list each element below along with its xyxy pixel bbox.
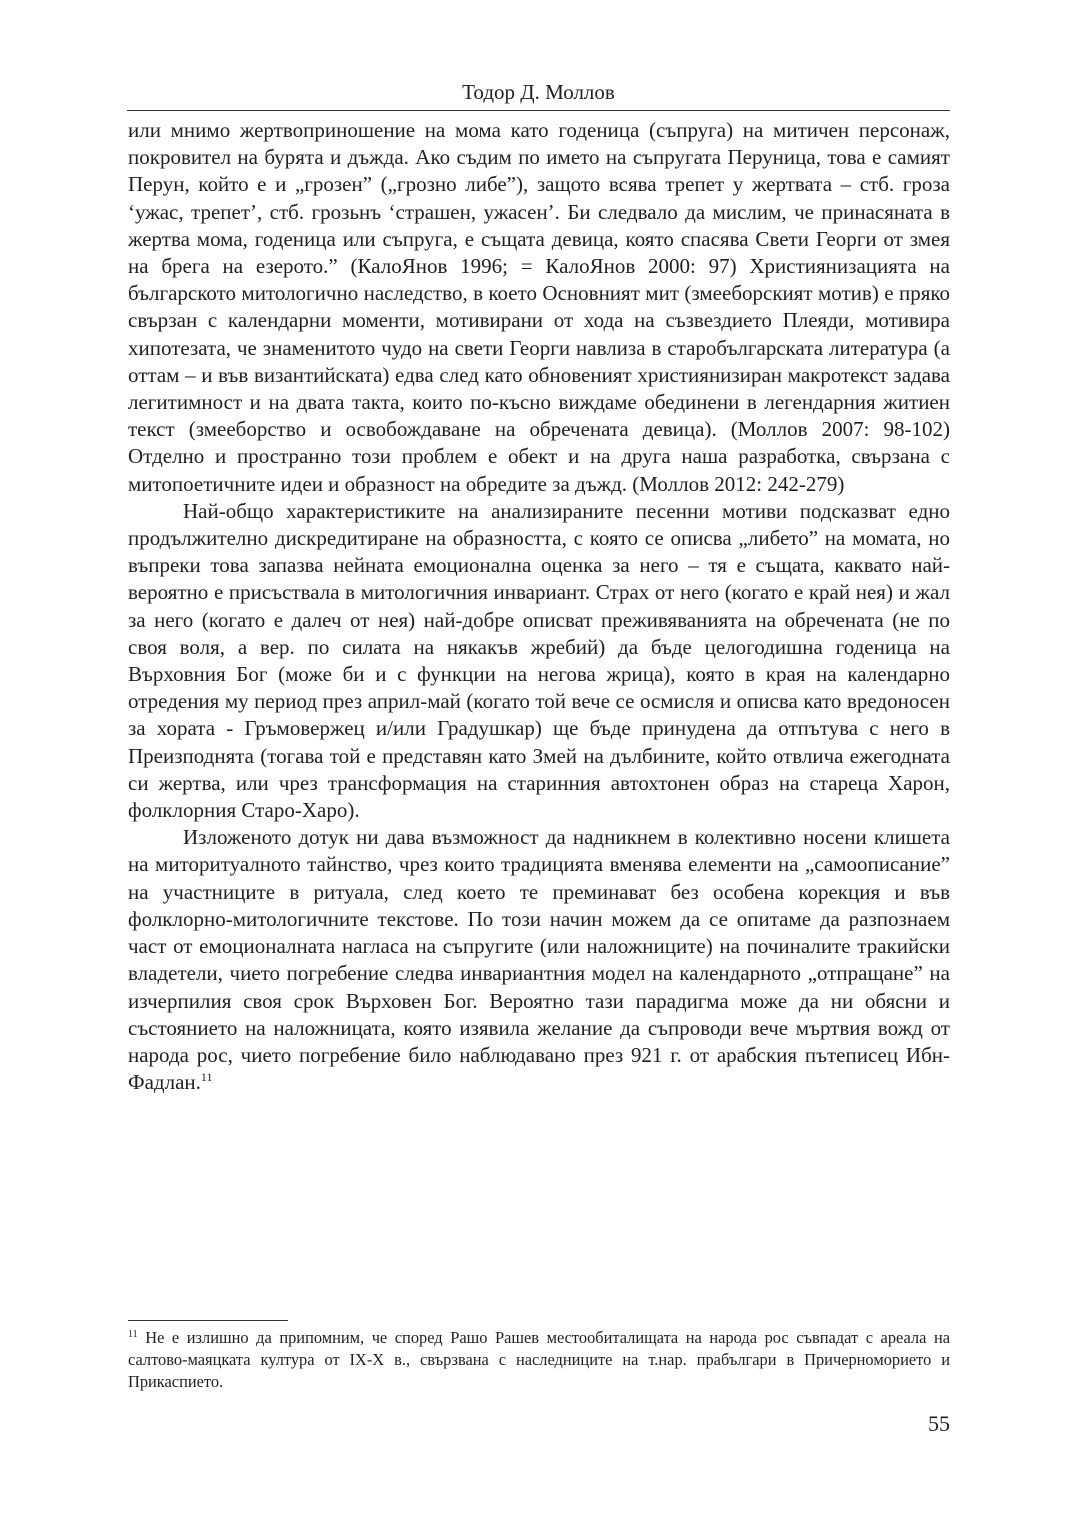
- footnote: [128, 1327, 950, 1393]
- header-rule: [127, 110, 950, 111]
- paragraph-3-text: Изложеното дотук ни дава възможност да надникнем в колективно носени клишета на миторитуалното тайнство, чрез които традицията вменява елементи на „самоописание” на участниците в ритуала, след което те преминават без особена корекция и във фолклорно-митологичните текстове. По този начин можем да се опитаме да разпознаем част от емоционалната нагласа на съпругите (или наложниците) на починалите тракийски владетели, чието погребение следва инвариантния модел на календарното „отпращане” на изчерпилия своя срок Върховен Бог. Вероятно тази парадигма може да ни обясни и състоянието на наложницата, която изявила желание да съпроводи вече мъртвия вожд от народа рос, чието погребение било наблюдавано през 921 г. от арабския пътеписец Ибн-Фадлан.: [128, 825, 950, 1095]
- footnote-11: [128, 1327, 950, 1393]
- paragraph-2: Най-общо характеристиките на анализираните песенни мотиви подсказват едно продължително дискредитиране на образността, с която се описва „либето” на момата, но въпреки това запазва нейната емоционална оценка за него – тя е същата, каквато най-вероятно е присъствала в митологичния инвариант. Страх от него (когато е край нея) и жал за него (когато е далеч от нея) най-добре описват преживяванията на обречената (не по своя воля, а вер. по силата на някакъв жребий) да бъде целогодишна годеница на Върховния Бог (може би и с функции на негова жрица), която в края на календарно отредения му период през април-май (когато той вече се осмисля и описва като вредоносен за хората - Гръмовержец и/или Градушкар) ще бъде принудена да отпътува с него в Преизподнята (тогава той е представян като Змей на дълбините, който отвлича ежегодната си жертва, или чрез трансформация на старинния автохтонен образ на стареца Харон, фолклорния Старо-Харо).: [128, 498, 950, 823]
- footnote-reference: 11: [200, 1070, 213, 1085]
- paragraph-3: [128, 824, 950, 1096]
- paragraph-1: или мнимо жертвоприношение на мома като годеница (съпруга) на митичен персонаж, покровител на бурята и дъжда. Ако съдим по името на съпругата Перуница, това е самият Перун, който е и „грозен” („грозно либе”), защото всява трепет у жертвата – стб. гроза ‘ужас, трепет’, стб. грозьнъ ‘страшен, ужасен’. Би следвало да мислим, че принасяната в жертва мома, годеница или съпруга, е същата девица, която спасява Свети Георги от змея на брега на езерото.” (КалоЯнов 1996; = КалоЯнов 2000: 97) Християнизацията на българското митологично наследство, в което Основният мит (змееборският мотив) е пряко свързан с календарни моменти, мотивирани от хода на съзвездието Плеяди, мотивира хипотезата, че знаменитото чудо на свети Георги навлиза в старобългарската литература (а оттам – и във византийската) едва след като обновеният християнизиран макротекст задава легитимност и на двата такта, които по-късно виждаме обединени в легендарния житиен текст (змееборство и освобождаване на обречената девица). (Моллов 2007: 98-102) Отделно и пространно този проблем е обект и на друга наша разработка, свързана с митопоетичните идеи и образност на обредите за дъжд. (Моллов 2012: 242-279): [128, 118, 950, 496]
- running-head: Тодор Д. Моллов: [462, 80, 615, 104]
- footnote-number: 11: [128, 1329, 138, 1340]
- body-text: [128, 117, 950, 1096]
- page-number: 55: [928, 1411, 950, 1436]
- footnote-text: Не е излишно да припомним, че според Рашо Рашев местообиталищата на народа рос съвпадат с ареала на салтово-маяцката култура от IX-X в., свързвана с наследниците на т.нар. прабългари в Причерноморието и Прикаспието.: [128, 1328, 950, 1391]
- footnote-rule: [128, 1320, 288, 1321]
